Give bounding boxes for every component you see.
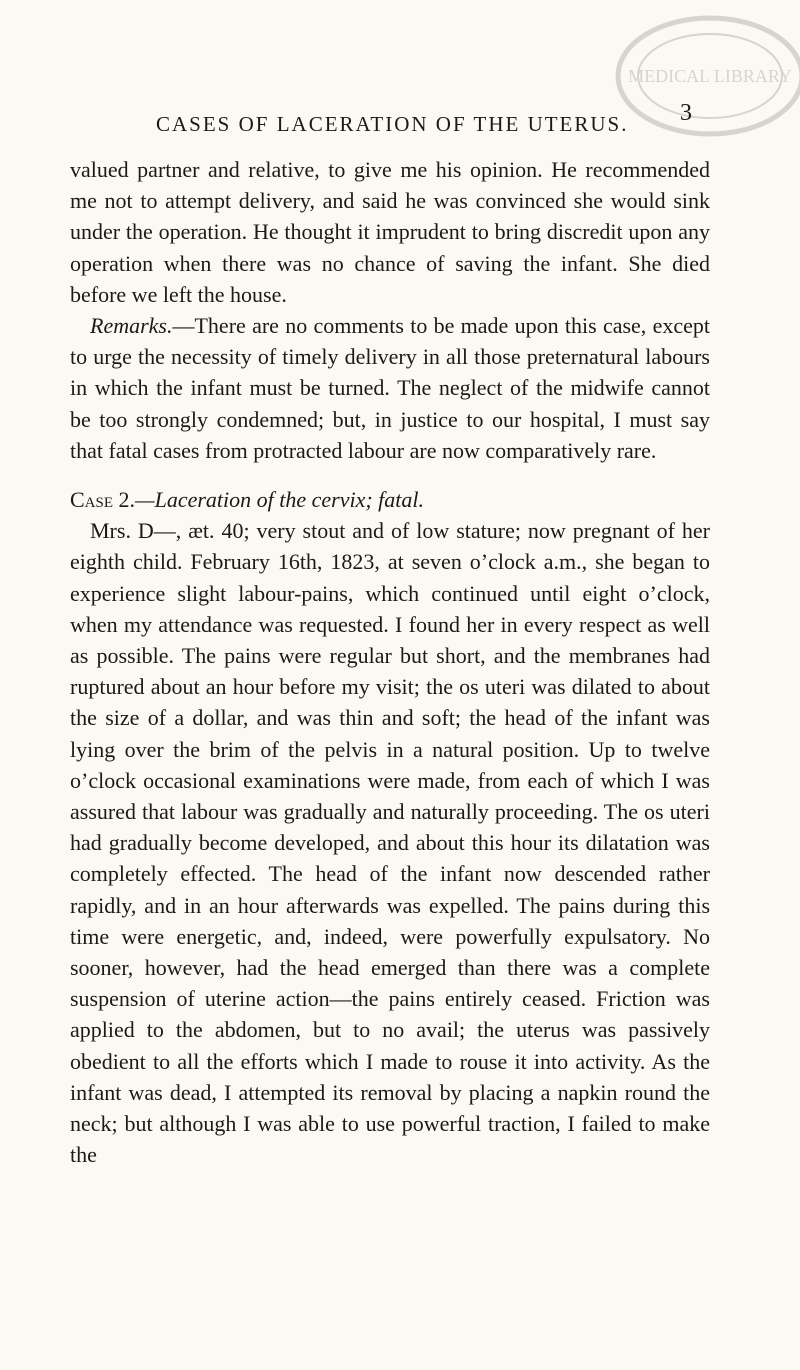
paragraph-case-history: Mrs. D—, æt. 40; very stout and of low stature; now pregnant of her eighth child. February 16th, 1823, at seven o’clock a.m., she began to experience slight labour-pains, which continued until eight o’clock, when my attendance was requested. I found her in every respect as well as possible. The pains were regular but short, and the membranes had ruptured about an hour before my visit; the os uteri was dilated to about the size of a dollar, and was thin and soft; the head of the infant was lying over the brim of the pelvis in a natural position. Up to twelve o’clock occasional examinations were made, from each of which I was assured that labour was gradually and naturally proceeding. The os uteri had gradually become developed, and about this hour its dilatation was completely effected. The head of the infant now descended rather rapidly, and in an hour afterwards was expelled. The pains during this time were energetic, and, indeed, were powerfully expulsatory. No sooner, however, had the head emerged than there was a complete suspension of uterine action—the pains entirely ceased. Friction was applied to the abdomen, but to no avail; the uterus was passively obedient to all the efforts which I made to rouse it into activity. As the infant was dead, I attempted its removal by placing a napkin round the neck; but although I was able to use powerful traction, I failed to make the [70, 518, 710, 1168]
case-heading [70, 484, 710, 515]
remarks-text: —There are no comments to be made upon this case, except to urge the necessity of timely delivery in all those preternatural labours in which the infant must be turned. The neglect of the midwife cannot be too strongly condemned; but, in justice to our hospital, I must say that fatal cases from protracted labour are now comparatively rare. [70, 313, 710, 463]
body-text [70, 154, 710, 1171]
running-head [0, 100, 800, 142]
case-title: —Laceration of the cervix; fatal. [135, 487, 425, 513]
page-number: 3 [680, 100, 692, 126]
paragraph-remarks [70, 310, 710, 466]
running-head-title: CASES OF LACERATION OF THE UTERUS. [156, 112, 629, 136]
library-stamp-text: MEDICAL LIBRARY [628, 66, 792, 86]
remarks-label: Remarks. [90, 313, 173, 339]
paragraph-continuation: valued partner and relative, to give me his opinion. He recommended me not to attempt delivery, and said he was convinced she would sink under the operation. He thought it imprudent to bring discredit upon any operation when there was no chance of saving the infant. She died before we left the house. [70, 157, 710, 307]
case-label: Case 2. [70, 487, 136, 513]
